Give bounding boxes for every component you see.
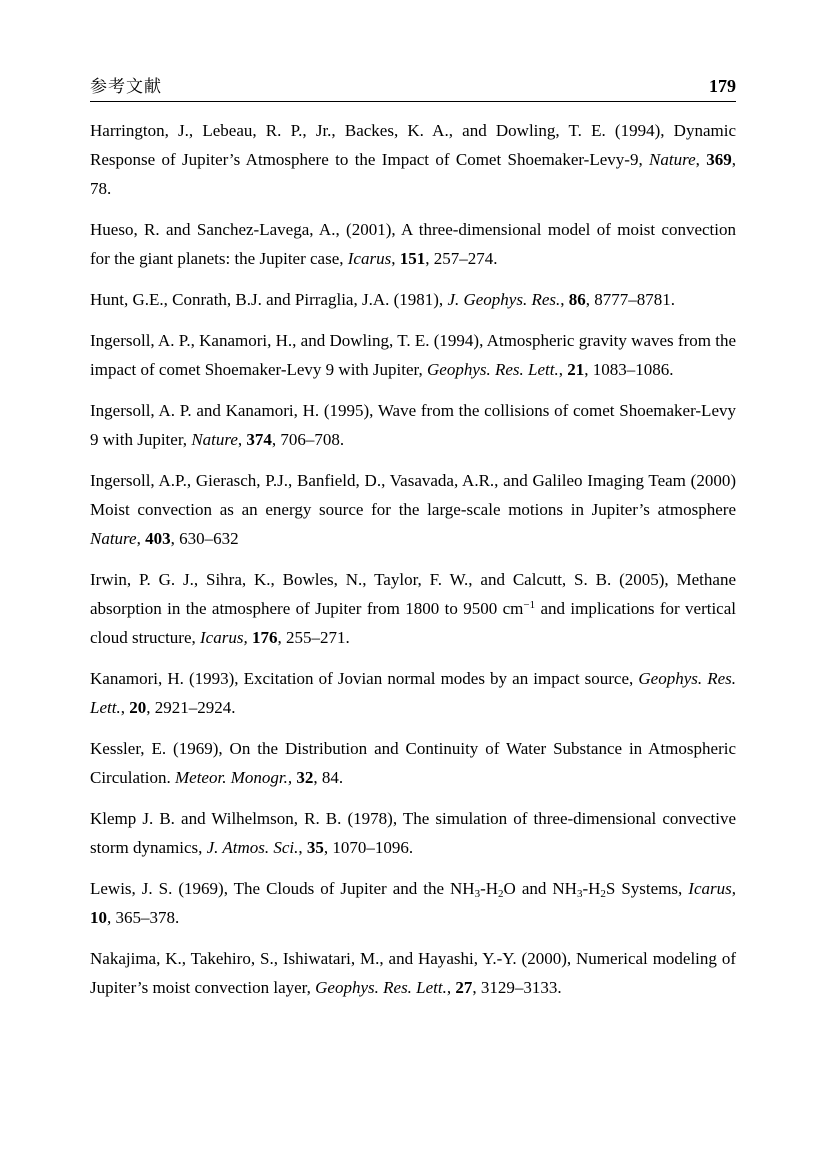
reference-text: ,: [731, 879, 736, 898]
subscript-text: 3: [474, 888, 481, 900]
reference-text: , 3129–3133.: [472, 978, 562, 997]
reference-entry: [90, 874, 736, 932]
volume-number: 369: [706, 150, 732, 169]
reference-entry: [90, 285, 736, 314]
reference-text: , 1083–1086.: [584, 360, 674, 379]
reference-entry: [90, 734, 736, 792]
journal-name: J. Geophys. Res.: [447, 290, 561, 309]
reference-text: ,: [560, 290, 569, 309]
reference-text: , 257–274.: [425, 249, 498, 268]
volume-number: 10: [90, 908, 107, 927]
volume-number: 27: [455, 978, 473, 997]
subscript-text: 2: [600, 888, 606, 900]
reference-text: Nakajima, K., Takehiro, S., Ishiwatari, M., and Hayashi, Y.-Y. (2000), Numerical modeling of Jupiter’s moist convection layer,: [90, 949, 736, 997]
reference-text: Irwin, P. G. J., Sihra, K., Bowles, N., Taylor, F. W., and Calcutt, S. B. (2005), Methane absorption in the atmosphere of Jupiter from 1800 to 9500 cm: [90, 570, 736, 618]
page-number: 179: [709, 76, 736, 96]
volume-number: 374: [246, 430, 272, 449]
reference-text: ,: [446, 978, 456, 997]
journal-name: Icarus,: [200, 628, 248, 647]
reference-text: , 255–271.: [277, 628, 350, 647]
reference-text: O and NH: [503, 879, 577, 898]
reference-text: ,: [136, 529, 146, 548]
reference-text: Hunt, G.E., Conrath, B.J. and Pirraglia, J.A. (1981),: [90, 290, 448, 309]
subscript-text: 3: [576, 888, 583, 900]
reference-entry: [90, 466, 736, 553]
reference-text: , 1070–1096.: [323, 838, 414, 857]
journal-name: Nature: [191, 430, 238, 449]
reference-entry: [90, 664, 736, 722]
reference-text: , 630–632: [170, 529, 239, 548]
reference-text: S Systems,: [605, 879, 689, 898]
reference-entry: [90, 944, 736, 1002]
reference-text: Ingersoll, A. P. and Kanamori, H. (1995), Wave from the collisions of comet Shoemaker-Levy 9 with Jupiter,: [90, 401, 736, 449]
reference-entry: [90, 804, 736, 862]
superscript-text: −1: [523, 599, 536, 611]
journal-name: Geophys. Res. Lett.: [427, 360, 559, 379]
reference-text: Klemp J. B. and Wilhelmson, R. B. (1978), The simulation of three-dimensional convective storm dynamics,: [90, 809, 736, 857]
journal-name: Geophys. Res. Lett.: [90, 669, 737, 717]
subscript-text: 2: [498, 888, 504, 900]
references-list: [90, 116, 736, 1014]
reference-text: , 78.: [90, 150, 736, 198]
reference-text: , 706–708.: [271, 430, 345, 449]
journal-name: Geophys. Res. Lett.: [315, 978, 447, 997]
reference-text: Harrington, J., Lebeau, R. P., Jr., Backes, K. A., and Dowling, T. E. (1994), Dynamic Response of Jupiter’s Atmosphere to the Impact of Comet Shoemaker-Levy-9,: [90, 121, 736, 169]
volume-number: 20: [129, 698, 147, 717]
reference-entry: [90, 396, 736, 454]
reference-text: ,: [237, 430, 247, 449]
volume-number: 32: [296, 768, 314, 787]
volume-number: 151: [399, 249, 426, 268]
reference-entry: [90, 326, 736, 384]
reference-text: , 365–378.: [107, 908, 180, 927]
reference-text: Ingersoll, A. P., Kanamori, H., and Dowling, T. E. (1994), Atmospheric gravity waves from the impact of comet Shoemaker-Levy 9 with Jupiter,: [90, 331, 736, 379]
journal-name: Nature: [90, 529, 137, 548]
reference-text: -H: [480, 879, 499, 898]
header-section-title: 参考文献: [90, 77, 162, 96]
running-header: [90, 72, 736, 102]
reference-entry: [90, 116, 736, 203]
journal-name: Icarus: [347, 249, 392, 268]
reference-text: ,: [120, 698, 130, 717]
reference-text: ,: [298, 838, 307, 857]
reference-text: ,: [558, 360, 568, 379]
volume-number: 176: [251, 628, 278, 647]
reference-text: Kanamori, H. (1993), Excitation of Jovian normal modes by an impact source,: [90, 669, 639, 688]
reference-text: , 84.: [313, 768, 344, 787]
reference-text: , 8777–8781.: [585, 290, 676, 309]
reference-entry: [90, 215, 736, 273]
journal-name: Icarus: [688, 879, 732, 898]
reference-text: Kessler, E. (1969), On the Distribution and Continuity of Water Substance in Atmospheric Circulation.: [90, 739, 736, 787]
reference-text: , 2921–2924.: [146, 698, 236, 717]
reference-text: Hueso, R. and Sanchez-Lavega, A., (2001), A three-dimensional model of moist convection for the giant planets: the Jupiter case,: [90, 220, 736, 268]
reference-entry: [90, 565, 736, 652]
journal-name: J. Atmos. Sci.: [206, 838, 299, 857]
volume-number: 86: [568, 290, 586, 309]
volume-number: 21: [567, 360, 585, 379]
volume-number: 35: [306, 838, 324, 857]
reference-text: ,: [695, 150, 707, 169]
reference-text: Ingersoll, A.P., Gierasch, P.J., Banfield, D., Vasavada, A.R., and Galileo Imaging Team (2000) Moist convection as an energy source for the large-scale motions in Jupiter’s atmosphere: [90, 471, 736, 519]
reference-text: -H: [582, 879, 601, 898]
journal-name: Nature: [649, 150, 696, 169]
reference-text: ,: [391, 249, 400, 268]
reference-text: and implications for vertical cloud structure,: [90, 599, 736, 647]
reference-text: Lewis, J. S. (1969), The Clouds of Jupiter and the NH: [90, 879, 475, 898]
volume-number: 403: [145, 529, 171, 548]
journal-name: Meteor. Monogr.,: [174, 768, 293, 787]
